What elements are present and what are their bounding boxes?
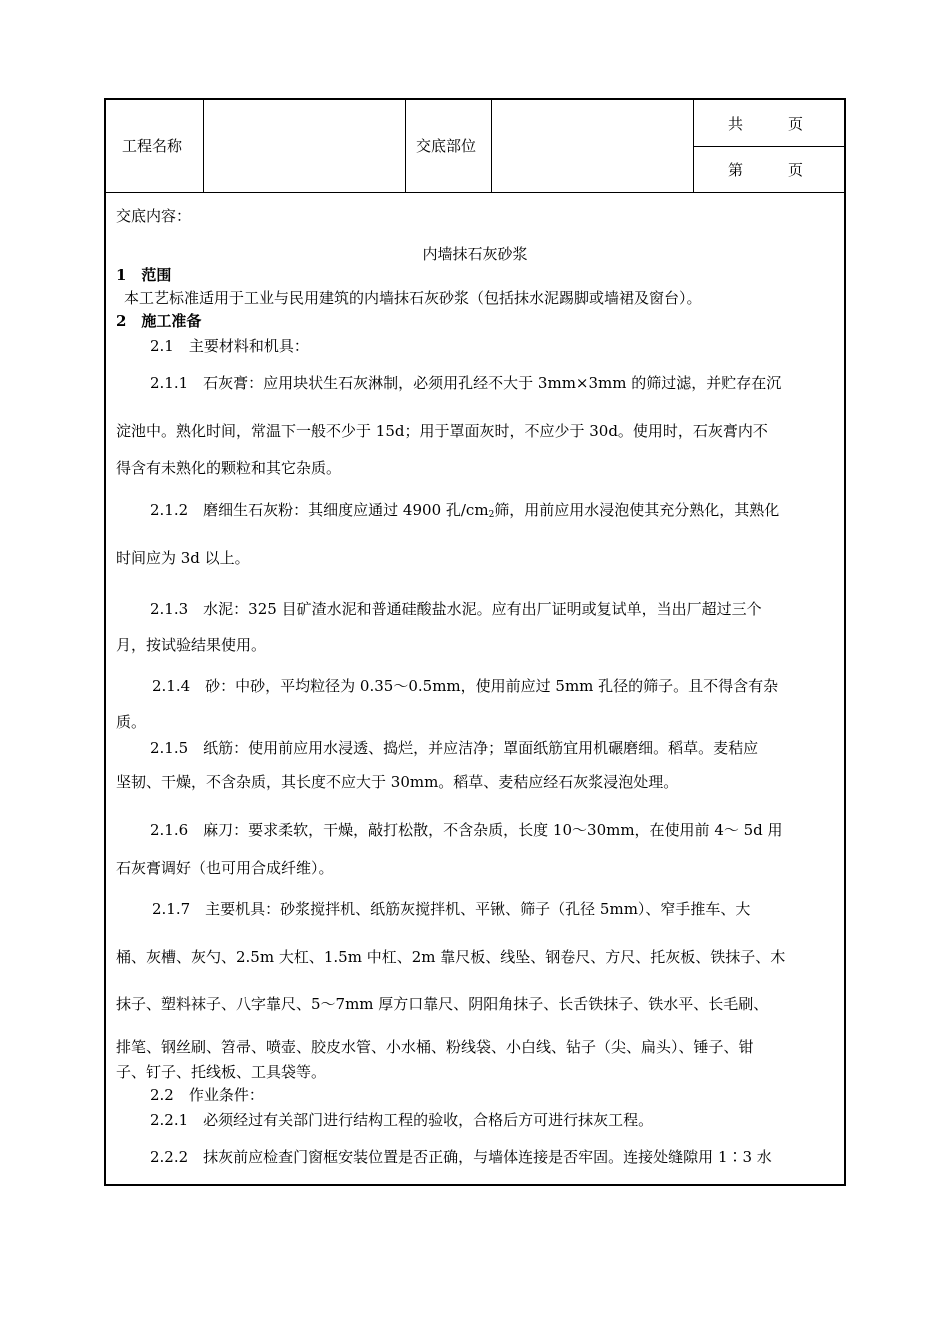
paragraph: 2.2.1 必须经过有关部门进行结构工程的验收，合格后方可进行抹灰工程。 (150, 1111, 654, 1129)
divider (106, 192, 844, 193)
paragraph: 月，按试验结果使用。 (116, 636, 267, 654)
paragraph: 2.2.2 抹灰前应检查门窗框安装位置是否正确，与墙体连接是否牢固。连接处缝隙用 1∶3 水 (150, 1148, 772, 1166)
paragraph: 子、钉子、托线板、工具袋等。 (116, 1063, 327, 1081)
content-label: 交底内容： (116, 207, 192, 225)
paragraph: 2.1.1 石灰膏：应用块状生石灰淋制，必须用孔经不大于 3mm×3mm 的筛过滤，并贮存在沉 (150, 374, 782, 392)
project-name-label: 工程名称 (122, 137, 183, 155)
paragraph: 抹子、塑料袜子、八字靠尺、5～7mm 厚方口靠尺、阴阳角抹子、长舌铁抹子、铁水平、长毛刷、 (116, 995, 769, 1013)
disclosure-form (104, 98, 846, 1186)
paragraph: 排笔、钢丝刷、笤帚、喷壶、胶皮水管、小水桶、粉线袋、小白线、钻子（尖、扁头）、锤子、钳 (116, 1038, 754, 1056)
paragraph: 2.1.6 麻刀：要求柔软，干燥，敲打松散，不含杂质，长度 10～30mm，在使用前 4～ 5d 用 (150, 821, 783, 839)
divider (405, 100, 406, 193)
paragraph: 2.1.5 纸筋：使用前应用水浸透、捣烂，并应洁净；罩面纸筋宜用机碾磨细。稻草。麦秸应 (150, 739, 759, 757)
divider (491, 100, 492, 193)
subsection-heading: 2.2 作业条件： (150, 1086, 264, 1104)
header-row (106, 100, 844, 193)
paragraph: 石灰膏调好（也可用合成纤维）。 (116, 859, 334, 877)
paragraph: 坚韧、干燥，不含杂质，其长度不应大于 30mm。稻草、麦秸应经石灰浆浸泡处理。 (116, 773, 679, 791)
paragraph: 质。 (116, 713, 147, 731)
paragraph: 2.1.4 砂：中砂，平均粒径为 0.35～0.5mm，使用前应过 5mm 孔径的筛子。且不得含有杂 (152, 677, 779, 695)
section-heading: 1 范围 (116, 266, 172, 284)
paragraph: 桶、灰槽、灰勺、2.5m 大杠、1.5m 中杠、2m 靠尺板、线坠、钢卷尺、方尺、托灰板、铁抹子、木 (116, 948, 786, 966)
total-pages: 共 页 (728, 115, 804, 133)
divider (693, 146, 846, 147)
paragraph: 2.1.2 磨细生石灰粉：其细度应通过 4900 孔$/cm_2$筛，用前应用水浸泡使其充分熟化，其熟化 (150, 501, 780, 520)
paragraph: 2.1.7 主要机具：砂浆搅拌机、纸筋灰搅拌机、平锹、筛子（孔径 5mm）、窄手推车、大 (152, 900, 751, 918)
divider (203, 100, 204, 193)
part-label: 交底部位 (416, 137, 477, 155)
paragraph: 2.1.3 水泥：325 目矿渣水泥和普通硅酸盐水泥。应有出厂证明或复试单，当出厂超过三个 (150, 600, 762, 618)
page-number: 第 页 (728, 161, 804, 179)
paragraph: 时间应为 3d 以上。 (116, 549, 250, 567)
paragraph: 本工艺标准适用于工业与民用建筑的内墙抹石灰砂浆（包括抹水泥踢脚或墙裙及窗台）。 (124, 289, 702, 307)
subsection-heading: 2.1 主要材料和机具： (150, 337, 309, 355)
paragraph: 淀池中。熟化时间，常温下一般不少于 15d；用于罩面灰时，不应少于 30d。使用时，石灰膏内不 (116, 422, 768, 440)
paragraph: 得含有未熟化的颗粒和其它杂质。 (116, 459, 342, 477)
section-heading: 2 施工准备 (116, 312, 202, 330)
document-title: 内墙抹石灰砂浆 (422, 245, 528, 263)
